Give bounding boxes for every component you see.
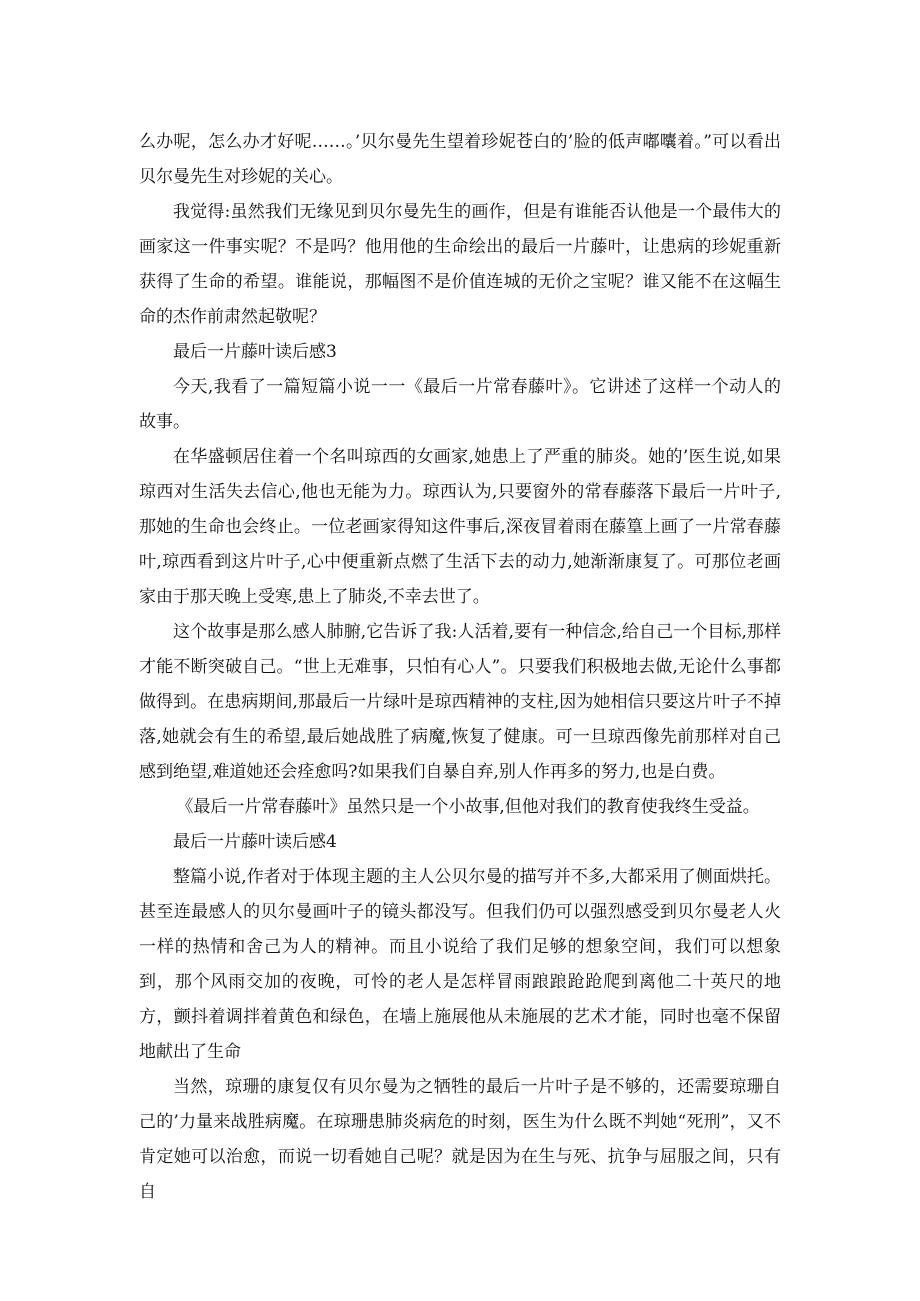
- document-body: [139, 125, 781, 1210]
- paragraph: 今天,我看了一篇短篇小说一一《最后一片常春藤叶》。它讲述了这样一个动人的故事。: [139, 377, 781, 432]
- section-heading: 最后一片藤叶读后感4: [173, 832, 337, 852]
- paragraph: 么办呢，怎么办才好呢……。’贝尔曼先生望着珍妮苍白的’脸的低声嘟囔着。”可以看出贝尔曼先生对珍妮的关心。: [139, 132, 781, 187]
- paragraph: 在华盛顿居住着一个名叫琼西的女画家,她患上了严重的肺炎。她的’医生说,如果琼西对生活失去信心,他也无能为力。琼西认为,只要窗外的常春藤落下最后一片叶子,那她的生命也会终止。一位老画家得知这件事后,深夜冒着雨在藤篁上画了一片常春藤叶,琼西看到这片叶子,心中便重新点燃了生活下去的动力,她渐渐康复了。可那位老画家由于那天晚上受寒,患上了肺炎,不幸去世了。: [139, 447, 781, 607]
- section-heading: 最后一片藤叶读后感3: [173, 342, 337, 362]
- paragraph: 整篇小说,作者对于体现主题的主人公贝尔曼的描写并不多,大都采用了侧面烘托。甚至连最感人的贝尔曼画叶子的镜头都没写。但我们仍可以强烈感受到贝尔曼老人火一样的热情和舍己为人的精神。而且小说给了我们足够的想象空间，我们可以想象到，那个风雨交加的夜晚，可怜的老人是怎样冒雨踉踉跄跄爬到离他二十英尺的地方，颤抖着调拌着黄色和绿色，在墙上施展他从未施展的艺术才能，同时也毫不保留地献出了生命: [139, 867, 781, 1062]
- paragraph: 我觉得:虽然我们无缘见到贝尔曼先生的画作，但是有谁能否认他是一个最伟大的画家这一件事实呢？不是吗？他用他的生命绘出的最后一片藤叶，让患病的珍妮重新获得了生命的希望。谁能说，那幅图不是价值连城的无价之宝呢？谁又能不在这幅生命的杰作前肃然起敬呢？: [139, 202, 781, 327]
- paragraph: 这个故事是那么感人肺腑,它告诉了我:人活着,要有一种信念,给自己一个目标,那样才能不断突破自己。“世上无难事，只怕有心人”。只要我们积极地去做,无论什么事都做得到。在患病期间,那最后一片绿叶是琼西精神的支柱,因为她相信只要这片叶子不掉落,她就会有生的希望,最后她战胜了病魔,恢复了健康。可一旦琼西像先前那样对自己感到绝望,难道她还会痊愈吗?如果我们自暴自弃,别人作再多的努力,也是白费。: [139, 622, 781, 782]
- paragraph: 《最后一片常春藤叶》虽然只是一个小故事,但他对我们的教育使我终生受益。: [176, 797, 760, 817]
- paragraph: 当然，琼珊的康复仅有贝尔曼为之牺牲的最后一片叶子是不够的，还需要琼珊自己的’力量来战胜病魔。在琼珊患肺炎病危的时刻，医生为什么既不判她“死刑”，又不肯定她可以治愈，而说一切看她自己呢？就是因为在生与死、抗争与屈服之间，只有自: [139, 1077, 781, 1202]
